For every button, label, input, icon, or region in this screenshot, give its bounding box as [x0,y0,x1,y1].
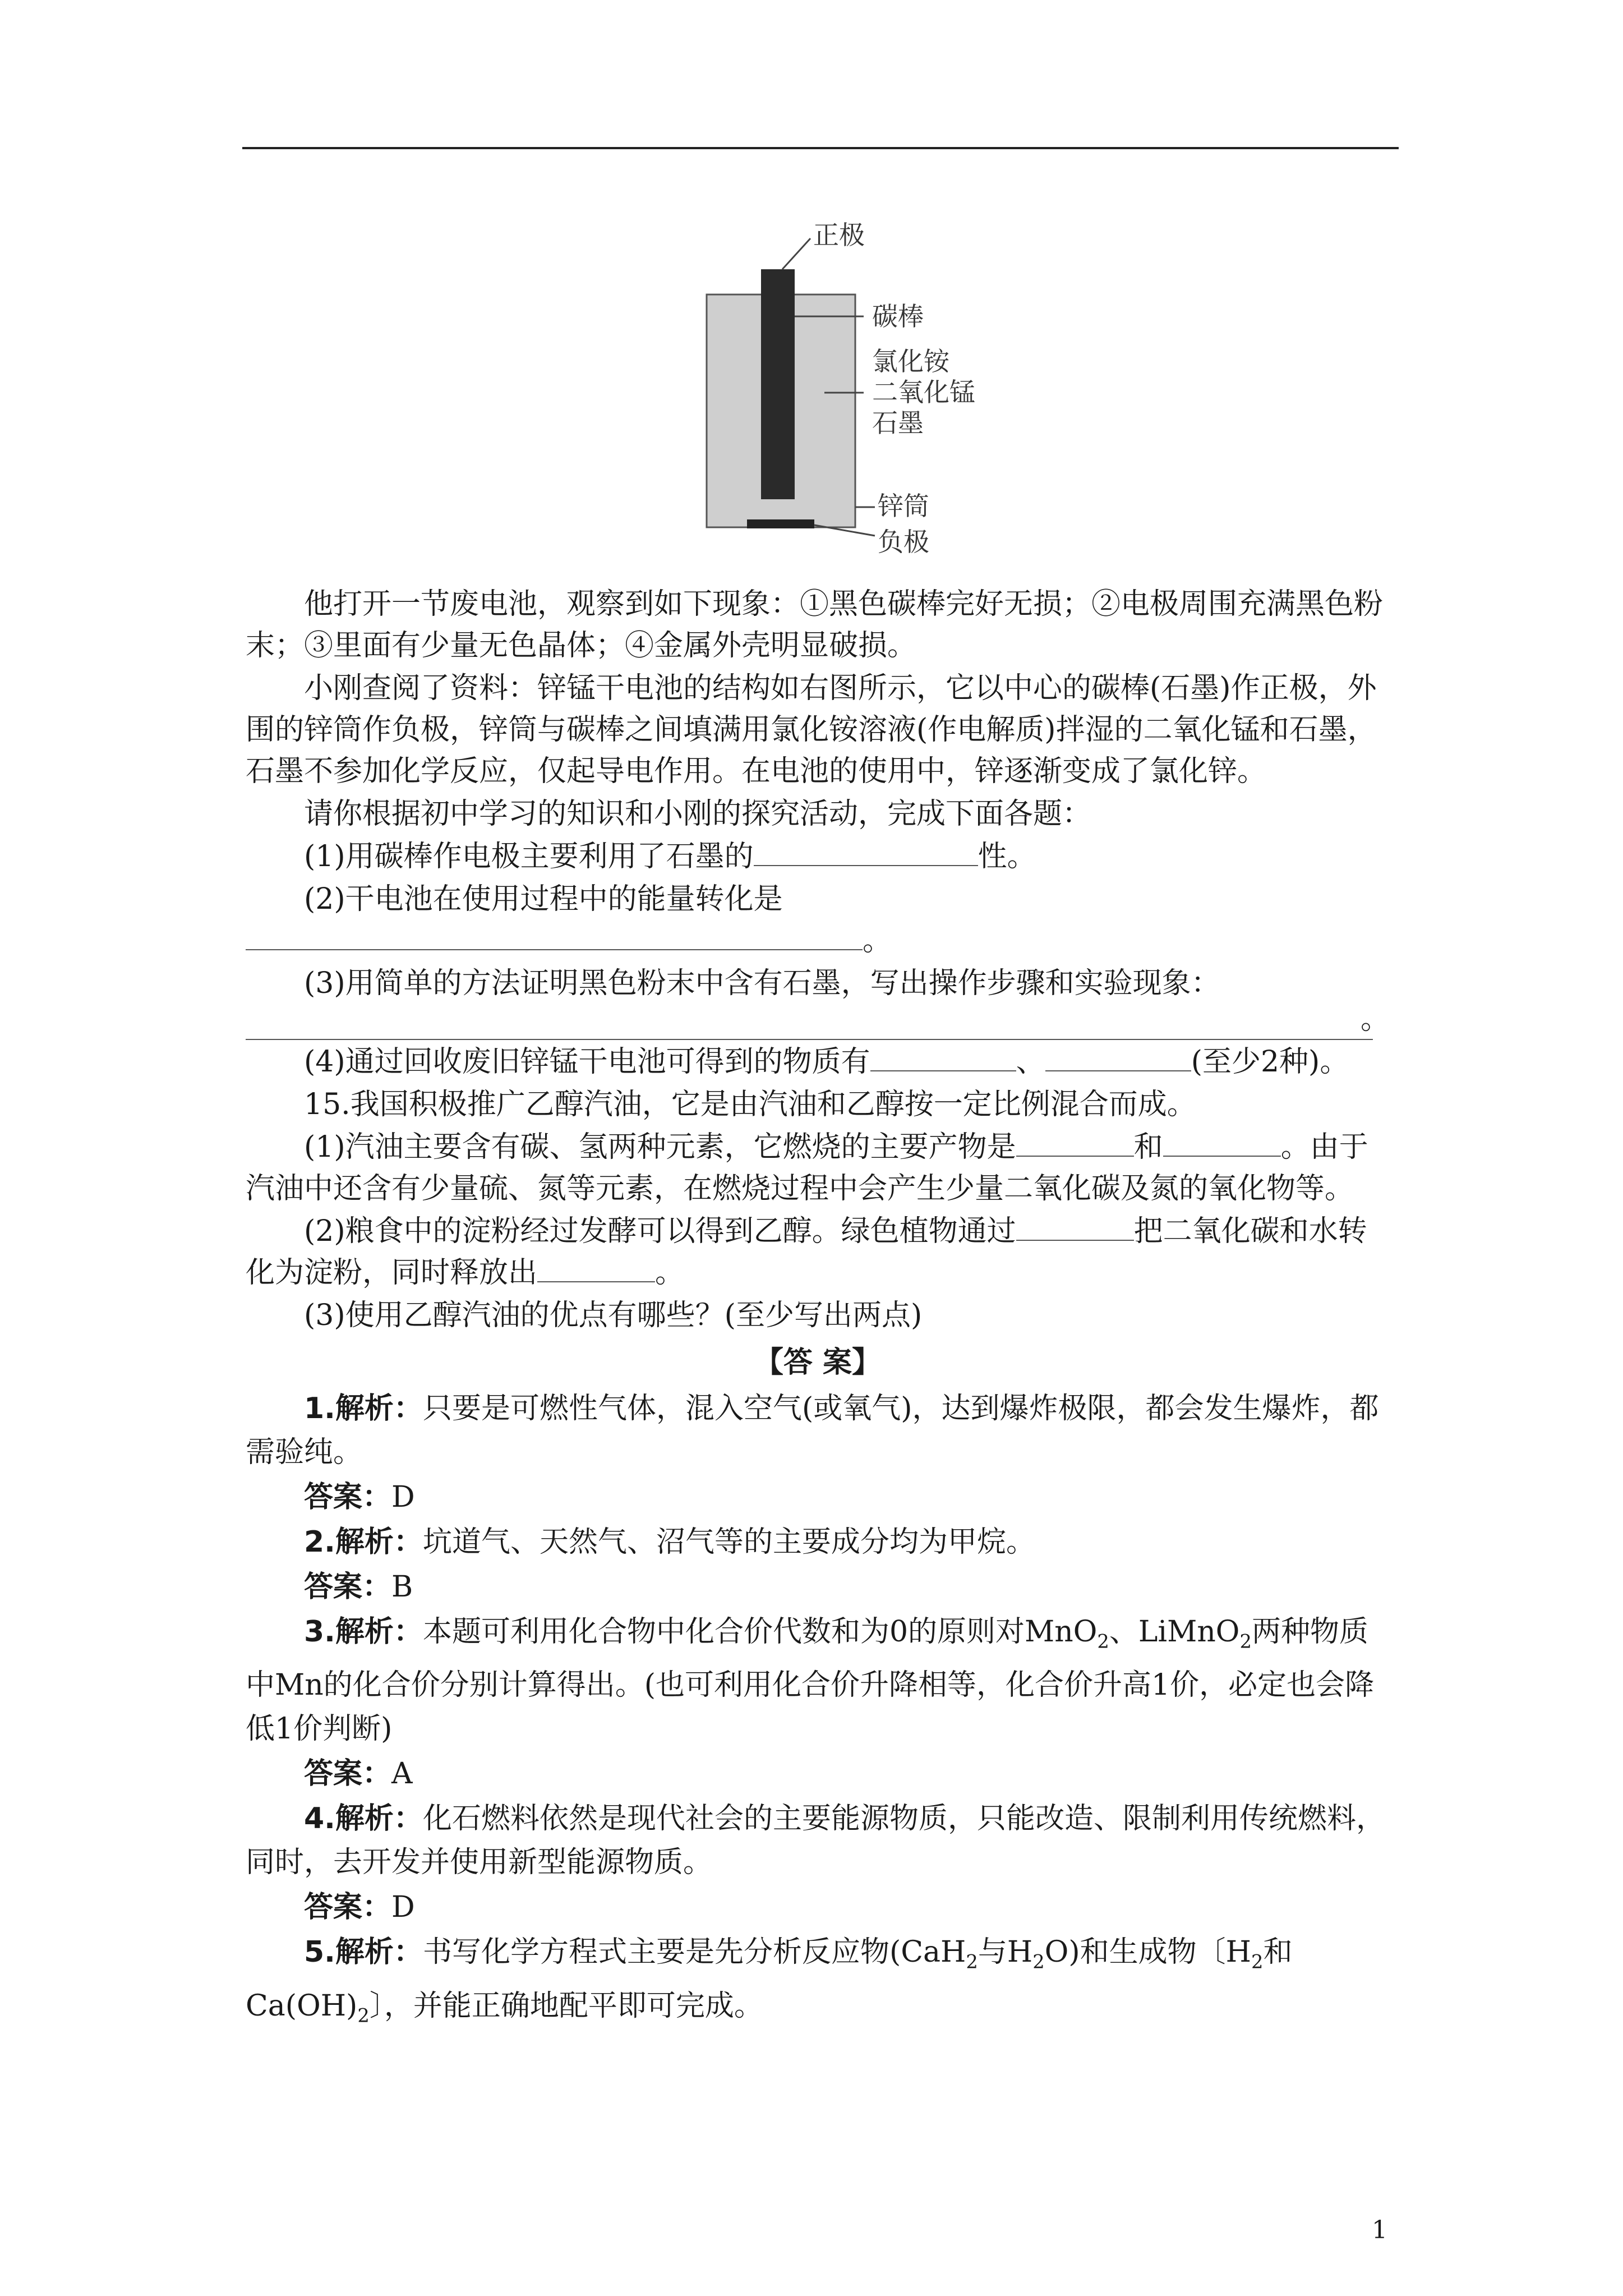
answer-title: 【答 案】 [754,1346,882,1379]
subscript: 2 [1239,1630,1252,1653]
answer-blank[interactable] [870,1044,1016,1071]
subscript: 2 [966,1950,978,1973]
analysis-text: 化石燃料依然是现代社会的主要能源物质，只能改造、限制利用传统燃料，同时，去开发并使用新型能源物质。 [246,1802,1385,1880]
label-negative: 负极 [878,527,929,557]
paragraph-observation: 他打开一节废电池，观察到如下现象：①黑色碳棒完好无损；②电极周围充满黑色粉末；③里面有少量无色晶体；④金属外壳明显破损。 [246,587,1384,662]
question-1-text: (1)用碳棒作电极主要利用了石墨的 [304,840,754,873]
analysis-text: 坑道气、天然气、沼气等的主要成分均为甲烷。 [422,1525,1035,1559]
answer-label: 答案： [304,1890,392,1925]
answer-line-4 [246,1885,1390,1929]
question-15-1-mid: 和 [1133,1130,1163,1164]
question-4 [246,1041,1390,1083]
analysis-text: O)和生成物〔H [1044,1935,1252,1970]
header-rule [242,147,1399,149]
question-4-text: (4)通过回收废旧锌锰干电池可得到的物质有 [304,1045,870,1079]
question-15-2-suffix: 。 [655,1256,685,1290]
question-2-suffix: 。 [863,924,892,958]
answer-value: D [391,1890,415,1925]
subscript: 2 [1097,1630,1109,1653]
subscript: 2 [357,2004,370,2027]
subscript: 2 [1251,1950,1264,1973]
label-carbon-rod: 碳棒 [872,301,924,332]
page-number: 1 [1372,2216,1387,2244]
analysis-text: 〕，并能正确地配平即可完成。 [369,1989,763,2023]
answer-section [246,1341,1390,2039]
analysis-label: 4.解析： [304,1802,423,1836]
answer-item-4 [246,1797,1390,1884]
question-15-2 [246,1211,1390,1294]
paragraph-instruction: 请你根据初中学习的知识和小刚的探究活动，完成下面各题： [304,797,1092,831]
question-2 [246,878,1390,961]
question-15-2-mid: 把二氧化碳和水转化为淀粉，同时释放出 [246,1214,1367,1290]
question-15: 15.我国积极推广乙醇汽油，它是由汽油和乙醇按一定比例混合而成。 [304,1088,1196,1121]
answer-value: D [391,1480,415,1514]
answer-line-1 [246,1475,1390,1519]
answer-blank[interactable] [754,839,978,866]
question-2-text: (2)干电池在使用过程中的能量转化是 [304,882,783,916]
answer-label: 答案： [304,1480,392,1514]
label-mix-1: 氯化铵 [872,346,949,376]
question-3-suffix: 。 [1360,1002,1390,1036]
question-text [246,583,1390,1337]
analysis-label: 3.解析： [304,1615,423,1649]
answer-item-2 [246,1520,1390,1564]
question-3-text: (3)用简单的方法证明黑色粉末中含有石墨，写出操作步骤和实验现象： [304,967,1220,1000]
question-15-1-suffix: 。由于汽油中还含有少量硫、氮等元素，在燃烧过程中会产生少量二氧化碳及氮的氧化物等。 [246,1130,1368,1205]
paragraph-reference: 小刚查阅了资料：锌锰干电池的结构如右图所示，它以中心的碳棒(石墨)作正极，外围的锌筒作负极，锌筒与碳棒之间填满用氯化铵溶液(作电解质)拌湿的二氧化锰和石墨，石墨不参加化学反应，仅起导电作用。在电池的使用中，锌逐渐变成了氯化锌。 [246,671,1377,788]
analysis-text: 本题可利用化合物中化合价代数和为0的原则对MnO [422,1615,1098,1649]
answer-value: B [391,1570,413,1604]
question-15-2-text: (2)粮食中的淀粉经过发酵可以得到乙醇。绿色植物通过 [304,1214,1016,1248]
answer-blank[interactable] [537,1255,655,1282]
answer-label: 答案： [304,1570,392,1604]
question-3-end [246,999,1390,1040]
analysis-text: 和Ca(OH) [246,1935,1293,2023]
answer-item-5 [246,1930,1390,2037]
question-1 [246,836,1390,877]
label-positive: 正极 [813,220,865,250]
label-zinc-can: 锌筒 [878,491,929,521]
carbon-rod [761,269,795,499]
label-mix-3: 石墨 [872,408,924,438]
question-15-1-text: (1)汽油主要含有碳、氢两种元素，它燃烧的主要产物是 [304,1130,1016,1164]
question-15-1 [246,1126,1390,1209]
leader-positive [782,238,810,269]
answer-blank[interactable] [1016,1213,1134,1241]
analysis-label: 5.解析： [304,1935,423,1970]
answer-blank[interactable] [1045,1044,1191,1071]
answer-blank[interactable] [1163,1129,1281,1157]
answer-value: A [391,1757,413,1791]
question-15-3: (3)使用乙醇汽油的优点有哪些？(至少写出两点) [304,1299,923,1332]
answer-label: 答案： [304,1757,392,1791]
answer-line-2 [246,1565,1390,1609]
analysis-text: 与H [978,1935,1033,1970]
question-3 [246,963,1390,1004]
answer-line-3 [246,1752,1390,1796]
analysis-text: 两种物质中Mn的化合价分别计算得出。(也可利用化合价升降相等，化合价升高1价，必定也会降低1价判断) [246,1615,1375,1746]
label-mix-2: 二氧化锰 [872,377,975,407]
answer-item-3 [246,1610,1390,1751]
question-4-suffix: (至少2种)。 [1191,1045,1349,1079]
battery-diagram-svg [695,208,1054,567]
analysis-text: 书写化学方程式主要是先分析反应物(CaH [422,1935,966,1970]
question-1-suffix: 性。 [978,840,1036,873]
battery-diagram [695,208,1054,567]
analysis-label: 1.解析： [304,1392,423,1425]
negative-terminal [747,519,814,528]
answer-blank[interactable] [246,923,863,950]
answer-blank[interactable] [1016,1129,1134,1157]
analysis-text: 、LiMnO [1109,1615,1240,1649]
analysis-label: 2.解析： [304,1525,423,1559]
subscript: 2 [1032,1950,1045,1973]
answer-item-1 [246,1387,1390,1474]
analysis-text: 只要是可燃性气体，混入空气(或氧气)，达到爆炸极限，都会发生爆炸，都需验纯。 [246,1392,1379,1469]
question-4-sep: 、 [1016,1045,1045,1079]
